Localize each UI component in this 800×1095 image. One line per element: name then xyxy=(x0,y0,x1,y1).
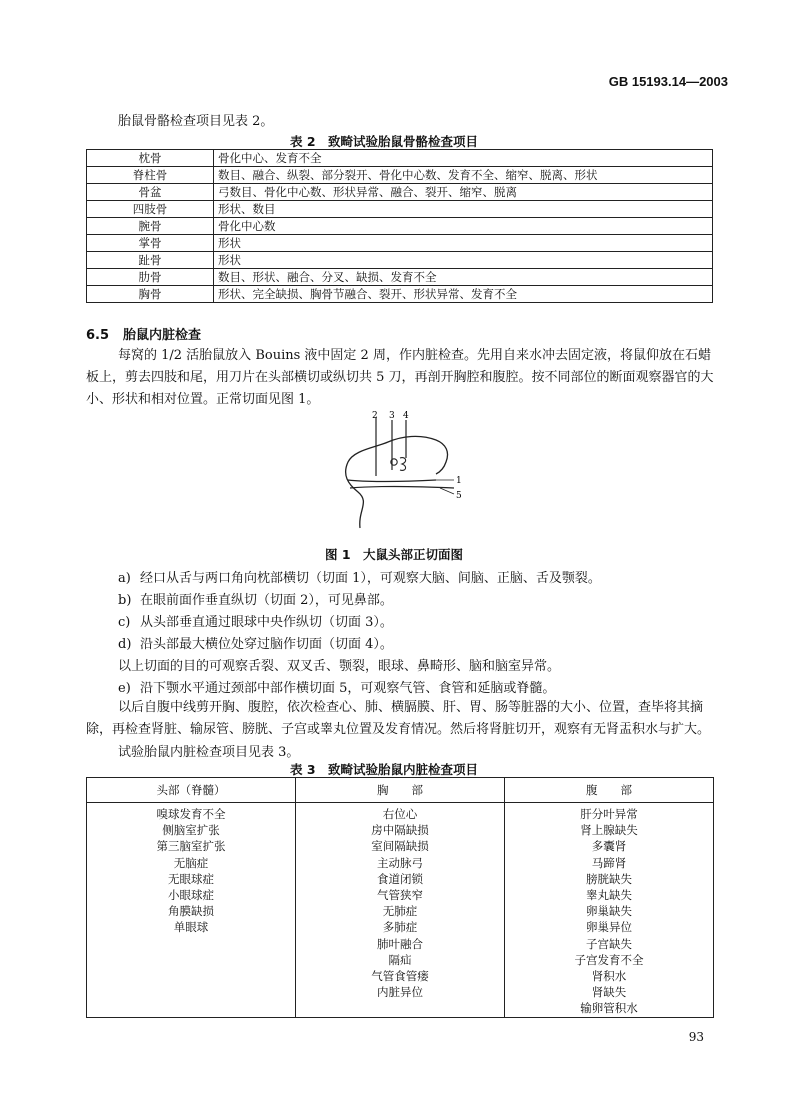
list-item-b: b) 在眼前面作垂直纵切（切面 2），可见鼻部。 xyxy=(118,593,393,608)
table2-row xyxy=(87,201,713,218)
table2-check-items: 形状 xyxy=(214,235,713,252)
table2-caption: 表 2 致畸试验胎鼠骨骼检查项目 xyxy=(290,134,479,149)
table2-row xyxy=(87,218,713,235)
table3-header-abdomen: 腹 部 xyxy=(505,778,714,803)
list-item-e: e) 沿下颚水平通过颈部中部作横切面 5，可观察气管、食管和延脑或脊髓。 xyxy=(118,681,556,696)
table3-item: 肾积水 xyxy=(591,968,627,983)
table2-check-items: 形状、完全缺损、胸骨节融合、裂开、形状异常、发育不全 xyxy=(214,286,713,303)
table3-item: 睾丸缺失 xyxy=(586,887,632,902)
table3-item: 嗅球发育不全 xyxy=(156,807,226,821)
section-title: 胎鼠内脏检查 xyxy=(123,328,202,343)
table2-check-items: 骨化中心、发育不全 xyxy=(214,150,713,167)
head-outline xyxy=(346,436,448,528)
table3-item: 无肺症 xyxy=(382,904,418,919)
table3-item: 内脏异位 xyxy=(377,985,423,1000)
nose-icon xyxy=(400,458,406,471)
figure-label-2: 2 xyxy=(372,411,378,421)
table3-visceral-items xyxy=(86,777,714,1018)
table2-skeleton-items xyxy=(86,149,713,303)
table3-item: 肺叶融合 xyxy=(377,936,423,951)
table3-item: 房中隔缺损 xyxy=(371,823,429,838)
table2-check-items: 弓数目、骨化中心数、形状异常、融合、裂开、缩窄、脱离 xyxy=(214,184,713,201)
table2-row xyxy=(87,235,713,252)
table2-bone-name: 肋骨 xyxy=(87,269,214,286)
table3-item: 输卵管积水 xyxy=(580,1001,638,1016)
section-line-1 xyxy=(348,480,436,482)
table3-item: 主动脉弓 xyxy=(377,855,423,870)
table3-item: 气管狭窄 xyxy=(377,887,423,902)
table3-header-head: 头部（脊髓） xyxy=(87,778,296,803)
table3-column-chest xyxy=(296,803,505,1018)
table3-item: 多肺症 xyxy=(382,920,418,935)
table3-item: 肝分叶异常 xyxy=(580,807,638,821)
figure-label-3: 3 xyxy=(389,411,395,421)
table2-bone-name: 趾骨 xyxy=(87,252,214,269)
table2-bone-name: 掌骨 xyxy=(87,235,214,252)
table3-item: 气管食管瘘 xyxy=(371,968,429,983)
table3-item: 多囊肾 xyxy=(591,839,627,854)
figure-caption: 图 1 大鼠头部正切面图 xyxy=(325,547,464,562)
table2-bone-name: 四肢骨 xyxy=(87,201,214,218)
table3-item: 膀胱缺失 xyxy=(586,871,632,886)
table3-item: 肾缺失 xyxy=(591,985,627,1000)
standard-number: GB 15193.14—2003 xyxy=(608,74,728,89)
table2-bone-name: 腕骨 xyxy=(87,218,214,235)
table2-bone-name: 脊柱骨 xyxy=(87,167,214,184)
table3-column-head xyxy=(87,803,296,1018)
table2-check-items: 形状 xyxy=(214,252,713,269)
table3-column-abdomen xyxy=(505,803,714,1018)
list-item-a: a) 经口从舌与两口角向枕部横切（切面 1），可观察大脑、间脑、正脑、舌及颚裂。 xyxy=(118,571,601,586)
table3-item: 第三脑室扩张 xyxy=(156,839,226,854)
table2-row xyxy=(87,167,713,184)
paragraph-dissection: 以后自腹中线剪开胸、腹腔，依次检查心、肺、横膈膜、肝、胃、肠等脏器的大小、位置，查毕将其摘除，再检查肾脏、输尿管、膀胱、子宫或睾丸位置及发育情况。然后将肾脏切开，观察有无肾盂积水与扩大。 xyxy=(86,700,711,737)
table3-item: 卵巢异位 xyxy=(586,920,632,935)
table3-item: 马蹄肾 xyxy=(591,855,627,870)
table2-bone-name: 枕骨 xyxy=(87,150,214,167)
intro-text: 胎鼠骨骼检查项目见表 2。 xyxy=(118,114,274,129)
table3-item: 侧脑室扩张 xyxy=(162,823,220,838)
section-number: 6.5 xyxy=(86,328,110,343)
table3-item: 无眼球症 xyxy=(168,871,214,886)
table2-row xyxy=(87,184,713,201)
table2-check-items: 数目、融合、纵裂、部分裂开、骨化中心数、发育不全、缩窄、脱离、形状 xyxy=(214,167,713,184)
table2-check-items: 数目、形状、融合、分叉、缺损、发育不全 xyxy=(214,269,713,286)
table3-item: 小眼球症 xyxy=(168,887,214,902)
table3-item: 室间隔缺损 xyxy=(371,839,429,854)
table2-row xyxy=(87,286,713,303)
table2-check-items: 骨化中心数 xyxy=(214,218,713,235)
table3-item: 右位心 xyxy=(382,807,418,821)
table3-reference: 试验胎鼠内脏检查项目见表 3。 xyxy=(118,745,300,760)
table3-item: 子宫发育不全 xyxy=(574,952,644,967)
figure-rat-head-section xyxy=(340,410,490,540)
table2-bone-name: 骨盆 xyxy=(87,184,214,201)
table3-item: 角膜缺损 xyxy=(168,904,214,919)
table3-item: 肾上腺缺失 xyxy=(580,823,638,838)
table2-row xyxy=(87,252,713,269)
table3-item: 无脑症 xyxy=(173,855,209,870)
summary-line: 以上切面的目的可观察舌裂、双叉舌、颚裂，眼球、鼻畸形、脑和脑室异常。 xyxy=(118,659,561,674)
table3-item: 卵巢缺失 xyxy=(586,904,632,919)
figure-label-1: 1 xyxy=(456,476,462,486)
section-heading xyxy=(86,324,215,343)
table2-row xyxy=(87,269,713,286)
table2-row xyxy=(87,150,713,167)
table3-item: 隔疝 xyxy=(388,952,412,967)
table2-check-items: 形状、数目 xyxy=(214,201,713,218)
table3-item: 食道闭锁 xyxy=(377,871,423,886)
table3-item: 子宫缺失 xyxy=(586,936,632,951)
table3-caption: 表 3 致畸试验胎鼠内脏检查项目 xyxy=(290,762,479,777)
table2-bone-name: 胸骨 xyxy=(87,286,214,303)
page-number: 93 xyxy=(688,1030,704,1044)
table3-header-chest: 胸 部 xyxy=(296,778,505,803)
table3-item: 单眼球 xyxy=(173,920,209,935)
list-item-d: d) 沿头部最大横位处穿过脑作切面（切面 4）。 xyxy=(118,637,393,652)
paragraph-procedure: 每窝的 1/2 活胎鼠放入 Bouins 液中固定 2 周，作内脏检查。先用自来水冲去固定液，将鼠仰放在石蜡板上，剪去四肢和尾，用刀片在头部横切或纵切共 5 刀，再剖开胸腔和腹腔。按不同部位的断面观察器官的大小、形状和相对位置。正常切面见图 1。 xyxy=(86,348,714,407)
list-item-c: c) 从头部垂直通过眼球中央作纵切（切面 3）。 xyxy=(118,615,393,630)
figure-label-5: 5 xyxy=(456,491,462,501)
figure-label-4: 4 xyxy=(403,411,409,421)
section-line-5 xyxy=(350,487,454,489)
